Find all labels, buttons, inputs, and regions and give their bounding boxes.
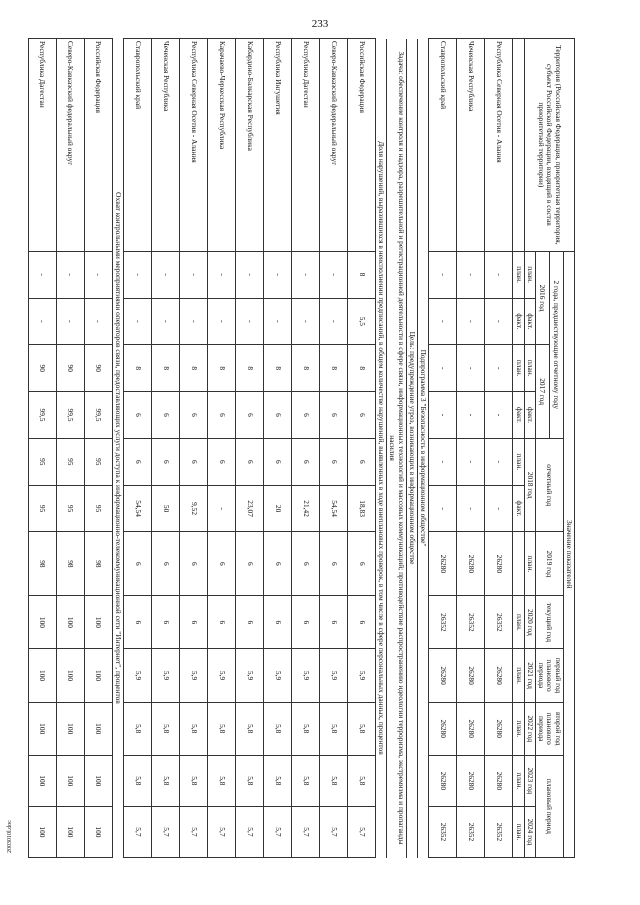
value-cell: 100 [28, 806, 56, 857]
file-footer: 2003010l.doc [7, 820, 13, 853]
value-cell: 5,9 [207, 649, 235, 702]
table-row [84, 39, 112, 858]
value-cell: 90 [56, 345, 84, 392]
value-cell: 5,8 [179, 702, 207, 755]
value-cell: - [485, 298, 513, 345]
value-cell: - [207, 298, 235, 345]
value-cell: 6 [207, 532, 235, 596]
value-cell: 5,8 [291, 702, 319, 755]
plan-header: план. [524, 251, 535, 298]
value-cell: 26352 [457, 806, 485, 857]
value-cell: 8 [347, 345, 375, 392]
value-cell: 6 [179, 438, 207, 485]
year-2023-header: 2023 год [524, 755, 535, 806]
value-cell: - [457, 392, 485, 439]
section-caption: Задача: обеспечение контроля и надзора, разрешительной и регистрационной деятельности в сфере связи, информационных технологий и массовых коммуникаций; противодействие распространению идеологии терроризма, экстремизма и пропаганды насилия [387, 39, 407, 858]
fact-header: факт. [513, 485, 524, 532]
value-cell: 26352 [485, 806, 513, 857]
value-cell: - [263, 251, 291, 298]
value-cell: 99,5 [56, 392, 84, 439]
value-cell: 5,9 [263, 649, 291, 702]
value-cell: 98 [28, 532, 56, 596]
value-cell: 6 [263, 532, 291, 596]
table-row [235, 39, 263, 858]
value-cell: 6 [151, 532, 179, 596]
indicator-table [28, 38, 575, 858]
value-cell: 26352 [429, 596, 457, 649]
value-cell: 6 [207, 438, 235, 485]
value-cell: 8 [263, 345, 291, 392]
value-cell: 26280 [485, 532, 513, 596]
value-cell: - [207, 251, 235, 298]
table-row [263, 39, 291, 858]
value-cell: 100 [56, 649, 84, 702]
value-cell: 5,9 [235, 649, 263, 702]
table-row [28, 39, 56, 858]
value-cell: - [84, 298, 112, 345]
value-cell: 26280 [429, 755, 457, 806]
value-cell: 6 [235, 392, 263, 439]
value-cell: 5,8 [235, 755, 263, 806]
value-cell: 6 [151, 438, 179, 485]
table-row [179, 39, 207, 858]
table-row [457, 39, 485, 858]
value-cell: 100 [84, 649, 112, 702]
value-cell: 6 [319, 392, 347, 439]
plan-header: план. [513, 438, 524, 485]
value-cell: - [319, 251, 347, 298]
current-year-header: текущий год [535, 596, 563, 649]
value-cell: - [457, 298, 485, 345]
values-header: Значение показателей [563, 251, 574, 857]
value-cell: 100 [84, 596, 112, 649]
first-year-header: первый год планового периода [535, 649, 563, 702]
value-cell: 5,9 [319, 649, 347, 702]
value-cell: - [207, 485, 235, 532]
territory-cell: Российская Федерация [84, 39, 112, 252]
value-cell: 6 [291, 596, 319, 649]
plan-header: план. [513, 806, 524, 857]
table-row [319, 39, 347, 858]
value-cell: - [485, 392, 513, 439]
value-cell: - [457, 251, 485, 298]
value-cell: 8 [235, 345, 263, 392]
value-cell: 23,07 [235, 485, 263, 532]
value-cell: 6 [179, 532, 207, 596]
value-cell: 8 [123, 345, 151, 392]
plan-header: план. [513, 596, 524, 649]
value-cell: 8 [347, 251, 375, 298]
value-cell: 6 [291, 438, 319, 485]
value-cell: - [235, 298, 263, 345]
value-cell: 99,5 [28, 392, 56, 439]
section-caption: Охват контрольными мероприятиями операторов связи, предоставляющих услуги доступа к информационно-телекоммуникационной сети "Интернет", процентов [112, 39, 123, 858]
value-cell: 6 [207, 392, 235, 439]
value-cell: 95 [28, 485, 56, 532]
plan-header: план. [513, 755, 524, 806]
value-cell: - [179, 298, 207, 345]
value-cell: 5,9 [151, 649, 179, 702]
value-cell: - [151, 298, 179, 345]
value-cell: 5,8 [347, 702, 375, 755]
territory-cell: Российская Федерация [347, 39, 375, 252]
fact-header: факт. [513, 298, 524, 345]
value-cell: 95 [28, 438, 56, 485]
plan-header: план. [513, 702, 524, 755]
value-cell: 5,7 [179, 806, 207, 857]
plan-header: план. [513, 345, 524, 392]
value-cell: 5,7 [319, 806, 347, 857]
planning-period-header: плановый период [535, 755, 563, 857]
value-cell: - [485, 345, 513, 392]
year-2022-header: 2022 год [524, 702, 535, 755]
value-cell: 18,83 [347, 485, 375, 532]
value-cell: - [429, 345, 457, 392]
value-cell: 5,8 [319, 755, 347, 806]
reporting-year-header: отчетный год [535, 438, 563, 532]
section-caption-row [387, 39, 407, 858]
section-caption-row [375, 39, 386, 858]
value-cell: - [123, 298, 151, 345]
value-cell: 98 [84, 532, 112, 596]
value-cell: 6 [123, 392, 151, 439]
fact-header: факт. [524, 392, 535, 439]
value-cell: 26352 [429, 806, 457, 857]
value-cell: 100 [28, 702, 56, 755]
table-header [513, 39, 575, 858]
value-cell: 90 [28, 345, 56, 392]
value-cell: 8 [207, 345, 235, 392]
value-cell: - [485, 485, 513, 532]
value-cell: 6 [263, 392, 291, 439]
value-cell: 6 [347, 596, 375, 649]
section-caption: Цель: предупреждение угроз, возникающих в информационном обществе [406, 39, 417, 858]
value-cell: 100 [28, 755, 56, 806]
value-cell: 6 [123, 532, 151, 596]
table-row [151, 39, 179, 858]
table-row [56, 39, 84, 858]
value-cell: 5,8 [347, 755, 375, 806]
value-cell: 5,7 [235, 806, 263, 857]
value-cell: 54,54 [123, 485, 151, 532]
value-cell: 26280 [457, 702, 485, 755]
fact-header: факт. [524, 298, 535, 345]
year-2016-header: 2016 год [535, 251, 549, 345]
value-cell: 20 [263, 485, 291, 532]
value-cell: 26280 [429, 702, 457, 755]
territory-cell: Карачаево-Черкесская Республика [207, 39, 235, 252]
territory-cell: Кабардино-Балкарская Республика [235, 39, 263, 252]
value-cell: 5,8 [235, 702, 263, 755]
value-cell: 26280 [457, 755, 485, 806]
value-cell: 5,7 [291, 806, 319, 857]
plan-header: план. [513, 649, 524, 702]
territory-cell: Северо-Кавказский федеральный округ [319, 39, 347, 252]
value-cell: 5,8 [263, 702, 291, 755]
value-cell: 26280 [429, 649, 457, 702]
value-cell: 5,7 [347, 806, 375, 857]
value-cell: 6 [347, 392, 375, 439]
value-cell: 100 [84, 755, 112, 806]
value-cell: 6 [235, 438, 263, 485]
value-cell: 8 [291, 345, 319, 392]
value-cell: 99,5 [84, 392, 112, 439]
year-2017-header: 2017 год [535, 345, 549, 439]
value-cell: 26280 [457, 532, 485, 596]
value-cell: 5,8 [291, 755, 319, 806]
value-cell: - [429, 438, 457, 485]
value-cell: 26280 [429, 532, 457, 596]
year-2018-header: 2018 год [524, 438, 535, 532]
value-cell: - [429, 392, 457, 439]
territory-cell: Северо-Кавказский федеральный округ [56, 39, 84, 252]
value-cell: 8 [319, 345, 347, 392]
section-caption: Доля нарушений, выразившихся в неисполнении предписаний, в общем количестве нарушений, выявленных в ходе внеплановых проверок, в том числе в сфере персональных данных, процентов [375, 39, 386, 858]
value-cell: - [56, 251, 84, 298]
value-cell: 100 [28, 596, 56, 649]
value-cell: - [291, 251, 319, 298]
fact-header: факт. [513, 392, 524, 439]
value-cell: 26280 [485, 702, 513, 755]
value-cell: 5,7 [151, 806, 179, 857]
second-year-header: второй год планового периода [535, 702, 563, 755]
value-cell: - [429, 251, 457, 298]
value-cell: - [429, 298, 457, 345]
value-cell: - [457, 345, 485, 392]
territory-cell: Чеченская Республика [457, 39, 485, 252]
value-cell: 8 [151, 345, 179, 392]
value-cell: - [235, 251, 263, 298]
value-cell: 5,8 [151, 702, 179, 755]
table-row [123, 39, 151, 858]
value-cell: 6 [151, 392, 179, 439]
value-cell: - [457, 485, 485, 532]
territory-cell: Чеченская Республика [151, 39, 179, 252]
territory-cell: Республика Ингушетия [263, 39, 291, 252]
value-cell: 100 [56, 755, 84, 806]
section-caption-row [406, 39, 417, 858]
territory-cell: Ставропольский край [429, 39, 457, 252]
value-cell: 6 [347, 438, 375, 485]
value-cell: 5,7 [263, 806, 291, 857]
territory-cell: Республика Северная Осетия - Алания [485, 39, 513, 252]
value-cell: 5,9 [179, 649, 207, 702]
value-cell: 6 [263, 438, 291, 485]
value-cell: 95 [84, 485, 112, 532]
value-cell: - [485, 438, 513, 485]
value-cell: 26280 [485, 649, 513, 702]
value-cell: 6 [319, 596, 347, 649]
value-cell: - [179, 251, 207, 298]
value-cell: 26280 [457, 649, 485, 702]
value-cell: 100 [84, 806, 112, 857]
value-cell: 6 [291, 532, 319, 596]
value-cell: 90 [84, 345, 112, 392]
year-2019-header: 2019 год [535, 532, 563, 596]
value-cell: 6 [207, 596, 235, 649]
value-cell: 26352 [457, 596, 485, 649]
value-cell: 5,9 [347, 649, 375, 702]
value-cell: 100 [84, 702, 112, 755]
value-cell: 6 [235, 596, 263, 649]
rotated-table-container [38, 38, 575, 858]
value-cell: - [263, 298, 291, 345]
value-cell: 6 [235, 532, 263, 596]
table-row [429, 39, 457, 858]
value-cell: 9,52 [179, 485, 207, 532]
section-caption: Подпрограмма 3 "Безопасность в информационном обществе" [418, 39, 429, 858]
value-cell: - [291, 298, 319, 345]
value-cell: - [457, 438, 485, 485]
plan-header: план. [524, 345, 535, 392]
plan-header: план. [513, 251, 524, 298]
table-row [291, 39, 319, 858]
value-cell: 5,8 [207, 755, 235, 806]
value-cell: 5,9 [291, 649, 319, 702]
page-number: 233 [311, 18, 329, 30]
value-cell: 5,8 [319, 702, 347, 755]
table-row [207, 39, 235, 858]
value-cell: - [429, 485, 457, 532]
territory-header: Территория (Российская Федерация, приоритетная территория, субъект Российской Федерации, входящий в состав приоритетной территории) [524, 39, 574, 252]
value-cell: 50 [151, 485, 179, 532]
territory-cell: Республика Северная Осетия - Алания [179, 39, 207, 252]
value-cell: 98 [56, 532, 84, 596]
value-cell: 5,9 [123, 649, 151, 702]
value-cell: 6 [151, 596, 179, 649]
plan-header: план. [524, 532, 535, 596]
value-cell: 95 [84, 438, 112, 485]
value-cell: 100 [56, 596, 84, 649]
value-cell: - [319, 298, 347, 345]
section-caption-row [418, 39, 429, 858]
value-cell: 6 [319, 438, 347, 485]
blank-header-cell [513, 39, 524, 252]
value-cell: 6 [263, 596, 291, 649]
value-cell: 54,54 [319, 485, 347, 532]
value-cell: - [485, 251, 513, 298]
value-cell: 6 [319, 532, 347, 596]
value-cell: 5,8 [123, 755, 151, 806]
value-cell: 6 [291, 392, 319, 439]
value-cell: - [56, 298, 84, 345]
value-cell: 6 [179, 392, 207, 439]
value-cell: 6 [123, 438, 151, 485]
value-cell: 21,42 [291, 485, 319, 532]
blank-header-cell [513, 532, 524, 596]
territory-cell: Республика Дагестан [291, 39, 319, 252]
value-cell: 6 [123, 596, 151, 649]
value-cell: 5,8 [179, 755, 207, 806]
value-cell: - [123, 251, 151, 298]
value-cell: 5,7 [123, 806, 151, 857]
two-years-header: 2 года, предшествующие отчетному году [549, 251, 563, 438]
value-cell: - [28, 298, 56, 345]
table-row [347, 39, 375, 858]
value-cell: 100 [28, 649, 56, 702]
table-row [485, 39, 513, 858]
section-caption-row [112, 39, 123, 858]
value-cell: 95 [56, 485, 84, 532]
value-cell: - [151, 251, 179, 298]
value-cell: 5,8 [263, 755, 291, 806]
territory-cell: Ставропольский край [123, 39, 151, 252]
value-cell: 5,8 [123, 702, 151, 755]
table-body [28, 39, 513, 858]
value-cell: 5,7 [207, 806, 235, 857]
value-cell: 26280 [485, 755, 513, 806]
value-cell: 100 [56, 806, 84, 857]
value-cell: 26352 [485, 596, 513, 649]
value-cell: - [28, 251, 56, 298]
year-2020-header: 2020 год [524, 596, 535, 649]
year-2024-header: 2024 год [524, 806, 535, 857]
value-cell: 5,8 [207, 702, 235, 755]
value-cell: - [84, 251, 112, 298]
value-cell: 100 [56, 702, 84, 755]
value-cell: 5,5 [347, 298, 375, 345]
value-cell: 6 [347, 532, 375, 596]
value-cell: 95 [56, 438, 84, 485]
value-cell: 8 [179, 345, 207, 392]
year-2021-header: 2021 год [524, 649, 535, 702]
value-cell: 6 [179, 596, 207, 649]
value-cell: 5,8 [151, 755, 179, 806]
territory-cell: Республика Дагестан [28, 39, 56, 252]
